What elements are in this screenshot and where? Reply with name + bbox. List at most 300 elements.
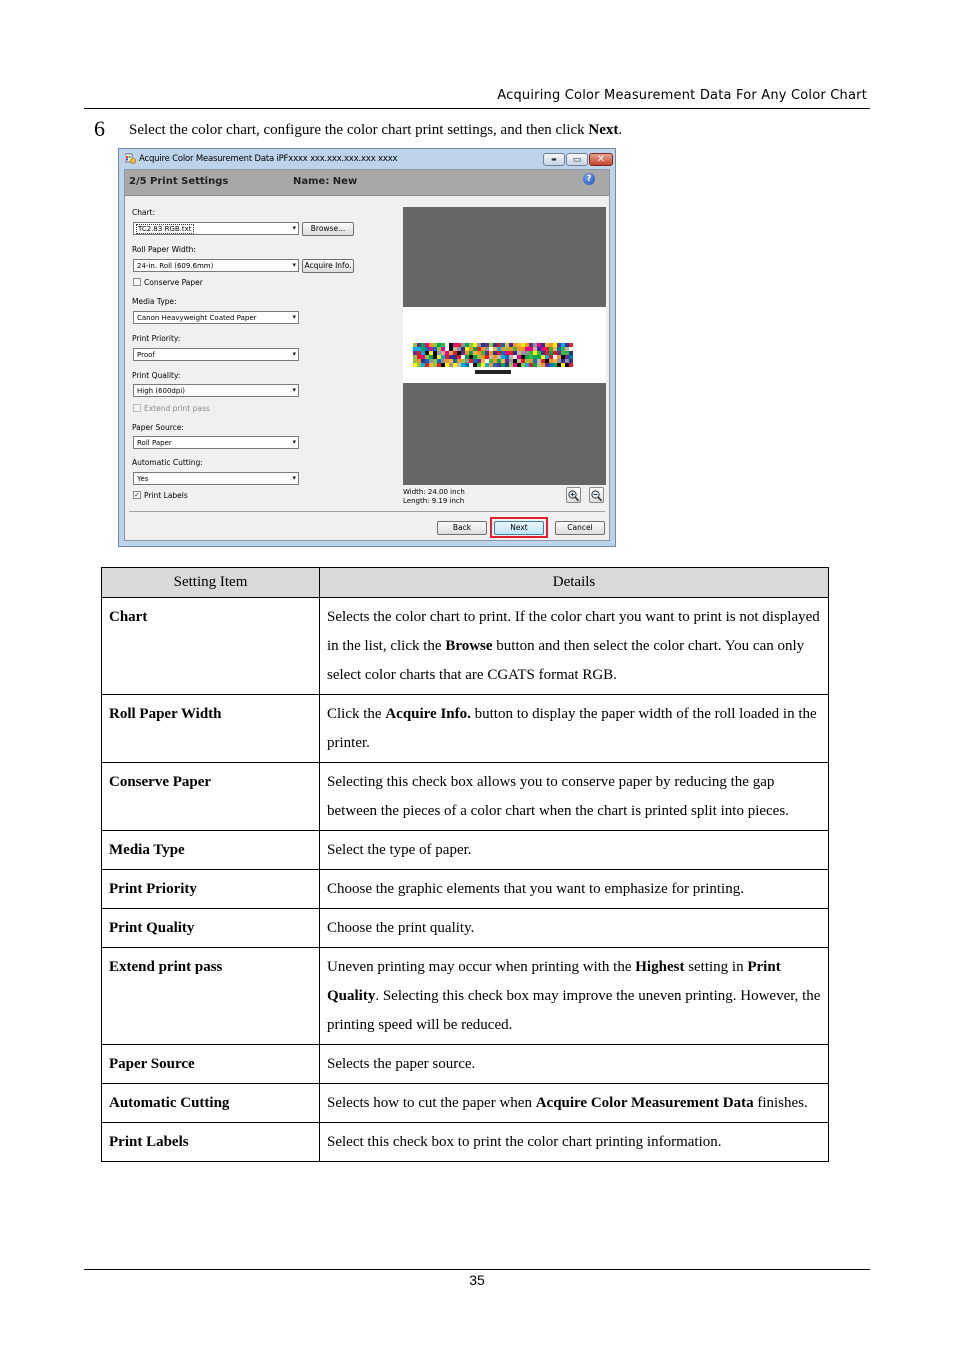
color-patch <box>489 351 493 355</box>
color-patch <box>441 347 445 351</box>
roll-paper-width-value: 24-in. Roll (609.6mm) <box>137 262 214 270</box>
color-patch <box>549 359 553 363</box>
print-quality-value: High (600dpi) <box>137 387 185 395</box>
color-patch <box>413 355 417 359</box>
setting-item-cell: Conserve Paper <box>102 763 320 831</box>
zoom-in-button[interactable] <box>566 487 581 503</box>
details-cell <box>320 831 829 870</box>
print-quality-label: Print Quality: <box>132 371 181 380</box>
color-patch <box>501 363 505 367</box>
color-patch <box>549 347 553 351</box>
color-patch <box>465 355 469 359</box>
color-patch <box>505 359 509 363</box>
color-patch <box>569 363 573 367</box>
color-patch <box>553 343 557 347</box>
color-patch <box>457 355 461 359</box>
check-icon[interactable]: ✓ <box>134 491 140 499</box>
color-patch <box>565 363 569 367</box>
color-patch <box>541 363 545 367</box>
color-patch <box>521 343 525 347</box>
color-patch <box>489 347 493 351</box>
preview-dimensions <box>403 488 465 506</box>
color-patch <box>461 363 465 367</box>
color-patch <box>465 347 469 351</box>
details-text: Choose the graphic elements that you want to emphasize for printing. <box>327 881 744 897</box>
print-priority-value: Proof <box>137 351 155 359</box>
details-bold-text: Acquire Info. <box>385 706 471 722</box>
color-patch <box>413 359 417 363</box>
paper-source-value: Roll Paper <box>137 439 172 447</box>
color-patch <box>485 363 489 367</box>
preview-margin-bottom <box>403 383 606 485</box>
color-patch <box>513 347 517 351</box>
color-patch <box>545 359 549 363</box>
color-patch <box>545 355 549 359</box>
table-row <box>102 909 829 948</box>
color-patch <box>505 355 509 359</box>
chevron-down-icon: ▾ <box>292 313 296 321</box>
preview-width-text: Width: 24.00 inch <box>403 488 465 496</box>
color-patch <box>501 351 505 355</box>
color-patch <box>481 351 485 355</box>
color-patch <box>413 343 417 347</box>
close-button[interactable] <box>589 153 613 166</box>
print-priority-label: Print Priority: <box>132 334 181 343</box>
color-patch <box>513 355 517 359</box>
chart-select-value: TC2.83 RGB.txt <box>138 225 192 233</box>
color-patch <box>425 359 429 363</box>
color-patch <box>461 343 465 347</box>
print-settings-dialog <box>118 148 616 547</box>
wizard-step-label: 2/5 Print Settings <box>129 176 229 187</box>
color-patch <box>525 355 529 359</box>
color-patch <box>453 359 457 363</box>
color-patch <box>533 359 537 363</box>
color-patch <box>497 347 501 351</box>
chevron-down-icon: ▾ <box>292 261 296 269</box>
color-patch <box>525 359 529 363</box>
details-bold-text: Print Quality <box>327 959 781 1004</box>
color-patch <box>429 343 433 347</box>
color-patch <box>549 363 553 367</box>
color-patch <box>453 347 457 351</box>
color-patch <box>569 351 573 355</box>
media-type-value: Canon Heavyweight Coated Paper <box>137 314 257 322</box>
color-patch <box>441 343 445 347</box>
color-patch <box>473 347 477 351</box>
color-patch <box>509 355 513 359</box>
color-patch <box>517 343 521 347</box>
chart-preview <box>403 207 606 485</box>
color-patch <box>513 363 517 367</box>
color-patch <box>541 355 545 359</box>
chevron-down-icon: ▾ <box>292 474 296 482</box>
color-patch <box>565 359 569 363</box>
maximize-button[interactable] <box>566 153 588 166</box>
color-patch <box>509 363 513 367</box>
table-row <box>102 870 829 909</box>
details-text: Choose the print quality. <box>327 920 475 936</box>
color-patch <box>545 363 549 367</box>
color-patch <box>437 359 441 363</box>
step-instruction <box>129 122 622 139</box>
color-patch <box>473 343 477 347</box>
color-patch <box>481 343 485 347</box>
color-patch <box>417 343 421 347</box>
details-text: Select this check box to print the color chart printing information. <box>327 1134 722 1150</box>
table-row <box>102 1123 829 1162</box>
color-patch <box>477 347 481 351</box>
color-patch <box>497 355 501 359</box>
setting-item-cell: Print Labels <box>102 1123 320 1162</box>
step-text-after: . <box>618 122 623 138</box>
back-button[interactable]: Back <box>437 521 487 535</box>
color-patch <box>525 347 529 351</box>
details-bold-text: Acquire Color Measurement Data <box>535 1095 754 1111</box>
color-patch <box>553 351 557 355</box>
dialog-button-separator <box>129 511 605 512</box>
color-patch <box>437 355 441 359</box>
color-patch <box>529 359 533 363</box>
color-patch <box>561 359 565 363</box>
color-patch <box>465 363 469 367</box>
color-patch <box>505 363 509 367</box>
color-patch <box>497 359 501 363</box>
color-patch <box>413 351 417 355</box>
minimize-icon: ▬ <box>551 156 557 163</box>
conserve-paper-box[interactable] <box>133 278 141 286</box>
details-text: Selects how to cut the paper when <box>327 1095 536 1111</box>
color-patch <box>429 355 433 359</box>
color-patch <box>549 351 553 355</box>
details-cell <box>320 763 829 831</box>
color-patch <box>481 347 485 351</box>
details-bold-text: Browse <box>445 638 493 654</box>
color-patch <box>493 347 497 351</box>
color-patch <box>537 347 541 351</box>
color-patch <box>529 347 533 351</box>
details-text: Selecting this check box allows you to conserve paper by reducing the gap between the pieces of a color chart when the chart is printed split into pieces. <box>327 774 789 819</box>
color-patch <box>521 359 525 363</box>
setting-item-cell: Roll Paper Width <box>102 695 320 763</box>
color-patch <box>541 347 545 351</box>
chevron-down-icon: ▾ <box>292 438 296 446</box>
color-patch <box>517 355 521 359</box>
color-patch <box>437 363 441 367</box>
details-cell <box>320 1123 829 1162</box>
color-patch <box>441 355 445 359</box>
color-patch <box>493 363 497 367</box>
color-patch <box>437 351 441 355</box>
color-patch <box>513 343 517 347</box>
color-patch <box>493 351 497 355</box>
color-patch <box>449 343 453 347</box>
color-patch <box>449 363 453 367</box>
color-patch <box>433 347 437 351</box>
roll-paper-width-select[interactable] <box>133 259 299 272</box>
color-patch <box>437 347 441 351</box>
close-icon: ✕ <box>596 154 606 165</box>
color-patch <box>433 359 437 363</box>
color-patch <box>429 363 433 367</box>
print-labels-label: Print Labels <box>144 490 188 500</box>
color-patch <box>497 363 501 367</box>
color-patch <box>501 347 505 351</box>
color-patch <box>505 343 509 347</box>
color-patch <box>485 347 489 351</box>
color-patch <box>417 355 421 359</box>
color-patch <box>433 355 437 359</box>
color-patch <box>441 359 445 363</box>
details-text: Selects the color chart to print. If the color chart you want to print is not displayed in the list, click the <box>327 609 820 654</box>
extend-print-pass-box[interactable] <box>133 404 141 412</box>
color-patch <box>521 351 525 355</box>
color-patch <box>509 351 513 355</box>
table-row <box>102 1084 829 1123</box>
color-patch <box>477 343 481 347</box>
table-row <box>102 695 829 763</box>
color-patch <box>473 351 477 355</box>
color-patch <box>545 347 549 351</box>
automatic-cutting-select[interactable] <box>133 472 299 485</box>
color-patch <box>525 343 529 347</box>
color-patch <box>521 363 525 367</box>
color-patch <box>517 351 521 355</box>
color-patch <box>557 343 561 347</box>
acquire-info-button[interactable]: Acquire Info. <box>302 259 354 273</box>
color-patch <box>441 363 445 367</box>
color-patch <box>417 359 421 363</box>
color-patch <box>453 355 457 359</box>
details-text: button to display the paper width of the roll loaded in the printer. <box>327 706 817 751</box>
color-patch <box>445 347 449 351</box>
color-patch <box>533 351 537 355</box>
browse-button[interactable]: Browse... <box>302 222 354 236</box>
color-patch <box>493 359 497 363</box>
step-text-before: Select the color chart, configure the color chart print settings, and then click <box>129 122 589 138</box>
color-patch <box>517 359 521 363</box>
color-patch <box>461 359 465 363</box>
color-patch <box>425 355 429 359</box>
table-row <box>102 598 829 695</box>
color-patch <box>537 363 541 367</box>
details-text: Click the <box>327 706 386 722</box>
color-patch <box>449 351 453 355</box>
dialog-titlebar[interactable] <box>119 149 615 169</box>
color-patch <box>449 355 453 359</box>
print-quality-select[interactable] <box>133 384 299 397</box>
chevron-down-icon: ▾ <box>292 350 296 358</box>
color-patch <box>553 363 557 367</box>
page-number: 35 <box>469 1272 485 1288</box>
color-patch <box>429 347 433 351</box>
details-text: setting in <box>684 959 748 975</box>
color-patch <box>465 351 469 355</box>
color-patch <box>517 363 521 367</box>
chart-select[interactable] <box>133 222 299 235</box>
color-patch <box>421 363 425 367</box>
color-patch <box>477 351 481 355</box>
color-patch <box>537 351 541 355</box>
color-patch <box>493 343 497 347</box>
details-text: Uneven printing may occur when printing with the <box>327 959 636 975</box>
color-patch <box>477 355 481 359</box>
column-header-details: Details <box>320 568 829 598</box>
color-patch <box>481 355 485 359</box>
color-patch <box>489 343 493 347</box>
color-patch <box>533 343 537 347</box>
dialog-title: Acquire Color Measurement Data iPFxxxx xxx.xxx.xxx.xxx xxxx <box>139 154 398 164</box>
table-row <box>102 831 829 870</box>
color-patch <box>569 347 573 351</box>
color-patch <box>417 363 421 367</box>
color-patch <box>469 355 473 359</box>
media-type-select[interactable] <box>133 311 299 324</box>
color-patch <box>417 351 421 355</box>
color-patch <box>501 359 505 363</box>
color-patch <box>505 351 509 355</box>
zoom-out-button[interactable] <box>589 487 604 503</box>
preview-length-text: Length: 9.19 inch <box>403 497 465 505</box>
color-patch <box>457 351 461 355</box>
paper-source-select[interactable] <box>133 436 299 449</box>
color-patch <box>461 351 465 355</box>
color-patch <box>485 351 489 355</box>
next-button[interactable]: Next <box>494 521 544 535</box>
color-patch <box>561 343 565 347</box>
color-patch <box>477 363 481 367</box>
color-patch <box>469 343 473 347</box>
setting-item-cell: Print Quality <box>102 909 320 948</box>
color-patch <box>425 363 429 367</box>
color-patch <box>509 359 513 363</box>
color-patch <box>457 347 461 351</box>
color-patch <box>489 359 493 363</box>
conserve-paper-label: Conserve Paper <box>144 277 203 287</box>
color-patch <box>545 343 549 347</box>
running-header: Acquiring Color Measurement Data For Any Color Chart <box>497 88 867 103</box>
color-patch <box>541 359 545 363</box>
color-patch <box>561 351 565 355</box>
color-patch <box>421 359 425 363</box>
color-patch <box>445 355 449 359</box>
color-patch <box>501 355 505 359</box>
zoom-out-icon <box>590 489 603 503</box>
table-row <box>102 763 829 831</box>
color-patch <box>557 355 561 359</box>
color-patch <box>429 351 433 355</box>
color-patch <box>485 359 489 363</box>
media-type-label: Media Type: <box>132 297 177 306</box>
color-patch <box>529 355 533 359</box>
automatic-cutting-value: Yes <box>137 475 149 483</box>
color-patch <box>549 343 553 347</box>
minimize-button[interactable] <box>543 153 565 166</box>
color-patch <box>537 355 541 359</box>
details-cell <box>320 695 829 763</box>
color-patch <box>565 347 569 351</box>
table-row <box>102 948 829 1045</box>
cancel-button[interactable]: Cancel <box>555 521 605 535</box>
color-patch <box>553 347 557 351</box>
color-patch <box>557 363 561 367</box>
help-icon[interactable]: ? <box>583 173 595 185</box>
color-patch <box>469 359 473 363</box>
chevron-down-icon: ▾ <box>292 224 296 232</box>
table-header-row <box>102 568 829 598</box>
color-patch <box>473 363 477 367</box>
color-patch <box>565 351 569 355</box>
color-patch <box>557 351 561 355</box>
conserve-paper-checkbox[interactable] <box>133 277 203 287</box>
color-patch <box>557 347 561 351</box>
color-patch <box>485 355 489 359</box>
automatic-cutting-label: Automatic Cutting: <box>132 458 203 467</box>
color-patch <box>533 347 537 351</box>
paper-source-label: Paper Source: <box>132 423 184 432</box>
app-icon <box>125 153 136 164</box>
color-patch <box>421 351 425 355</box>
color-patch <box>469 351 473 355</box>
color-patch <box>529 363 533 367</box>
color-patch <box>465 359 469 363</box>
color-patch <box>421 355 425 359</box>
setting-item-cell: Extend print pass <box>102 948 320 1045</box>
color-patch <box>425 351 429 355</box>
footer-rule <box>84 1269 870 1270</box>
color-patch <box>549 355 553 359</box>
color-patch <box>477 359 481 363</box>
color-patch <box>493 355 497 359</box>
color-patch <box>413 347 417 351</box>
setting-item-cell: Chart <box>102 598 320 695</box>
color-patch <box>561 355 565 359</box>
color-patch <box>433 363 437 367</box>
settings-table-body <box>102 598 829 1162</box>
details-text: finishes. <box>753 1095 808 1111</box>
color-patch-preview <box>413 343 573 377</box>
step-text-bold: Next <box>588 122 619 138</box>
color-patch <box>461 355 465 359</box>
extend-print-pass-checkbox[interactable] <box>133 403 210 413</box>
chevron-down-icon: ▾ <box>292 386 296 394</box>
color-patch <box>529 351 533 355</box>
color-patch <box>461 347 465 351</box>
color-patch <box>557 359 561 363</box>
color-patch <box>569 359 573 363</box>
details-cell <box>320 1084 829 1123</box>
color-patch <box>433 343 437 347</box>
details-text: . Selecting this check box may improve the uneven printing. However, the printing speed will be reduced. <box>327 988 821 1033</box>
color-patch <box>433 351 437 355</box>
details-cell <box>320 1045 829 1084</box>
color-patch <box>541 351 545 355</box>
color-patch <box>501 343 505 347</box>
wizard-step-header <box>125 170 609 196</box>
print-labels-checkbox[interactable] <box>133 490 188 500</box>
color-patch <box>453 363 457 367</box>
color-patch <box>445 363 449 367</box>
setting-name-label: Name: New <box>293 176 358 187</box>
print-priority-select[interactable] <box>133 348 299 361</box>
setting-item-cell: Media Type <box>102 831 320 870</box>
color-patch <box>489 363 493 367</box>
color-patch <box>421 347 425 351</box>
color-patch <box>497 343 501 347</box>
color-patch <box>457 363 461 367</box>
extend-print-pass-label: Extend print pass <box>144 403 210 413</box>
color-patch <box>525 363 529 367</box>
